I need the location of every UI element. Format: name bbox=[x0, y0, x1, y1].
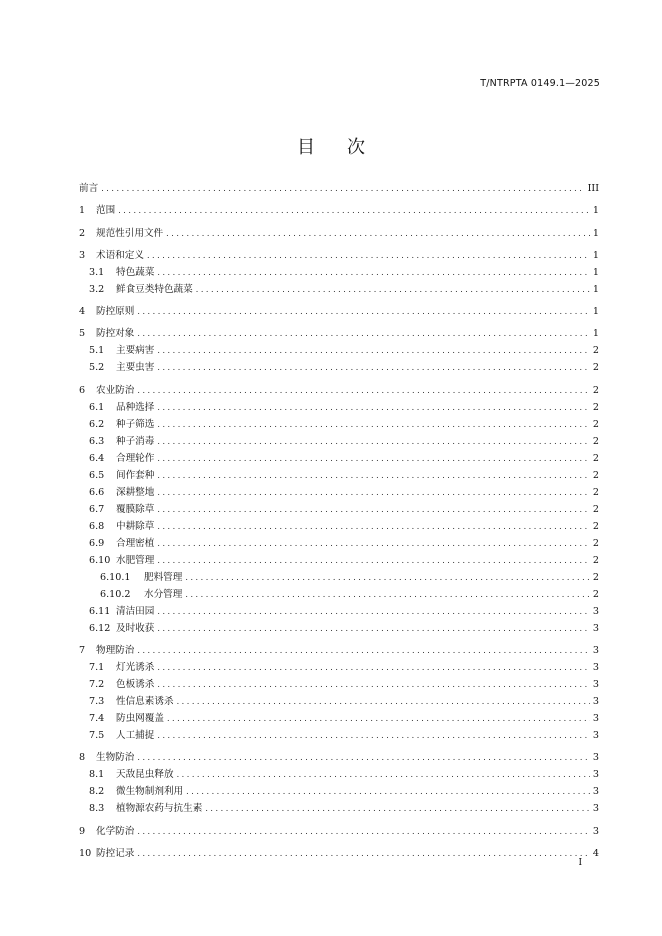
toc-entry-page: 1 bbox=[592, 266, 599, 278]
toc-entry-number: 6.10.1 bbox=[100, 571, 131, 583]
toc-entry-page: 2 bbox=[592, 384, 599, 396]
toc-leader-dots bbox=[186, 783, 590, 800]
toc-entry[interactable] bbox=[79, 180, 599, 197]
toc-entry[interactable] bbox=[79, 766, 599, 783]
toc-entry-label: 防控记录 bbox=[96, 847, 135, 859]
standard-code: T/NTRPTA 0149.1—2025 bbox=[480, 78, 600, 89]
toc-leader-dots bbox=[185, 569, 590, 586]
toc-entry[interactable] bbox=[79, 359, 599, 376]
toc-entry-page: 2 bbox=[592, 588, 599, 600]
toc-entry-number: 1 bbox=[79, 205, 86, 217]
toc-entry-label: 前言 bbox=[79, 183, 99, 194]
toc-entry-number: 3.1 bbox=[89, 266, 105, 278]
toc-leader-dots bbox=[137, 845, 590, 862]
toc-entry[interactable] bbox=[79, 484, 599, 501]
page-title: 目次 bbox=[297, 137, 397, 158]
toc-leader-dots bbox=[157, 535, 590, 552]
toc-entry[interactable] bbox=[79, 450, 599, 467]
toc-leader-dots bbox=[137, 823, 590, 840]
toc-leader-dots bbox=[157, 399, 590, 416]
toc-entry-page: 2 bbox=[592, 401, 599, 413]
toc-entry-number: 6.6 bbox=[89, 486, 105, 498]
toc-entry-label: 防虫网覆盖 bbox=[116, 713, 164, 725]
toc-leader-dots bbox=[137, 382, 590, 399]
toc-entry[interactable] bbox=[79, 783, 599, 800]
toc-entry-page: 1 bbox=[592, 205, 599, 217]
toc-entry-label: 种子消毒 bbox=[116, 435, 155, 447]
toc-entry-label: 合理轮作 bbox=[116, 452, 155, 464]
toc-entry-page: 2 bbox=[592, 418, 599, 430]
toc-entry-number: 6.1 bbox=[89, 401, 105, 413]
toc-leader-dots bbox=[157, 467, 590, 484]
toc-entry[interactable] bbox=[79, 710, 599, 727]
toc-entry[interactable] bbox=[79, 264, 599, 281]
toc-entry-number: 6.5 bbox=[89, 469, 105, 481]
toc-entry-page: 1 bbox=[592, 306, 599, 318]
toc-entry-number: 7.2 bbox=[89, 679, 105, 691]
toc-entry-page: 3 bbox=[592, 713, 599, 725]
toc-entry-label: 化学防治 bbox=[96, 825, 135, 837]
toc-entry-page: 3 bbox=[592, 679, 599, 691]
toc-entry[interactable] bbox=[79, 620, 599, 637]
toc-leader-dots bbox=[157, 659, 590, 676]
toc-entry[interactable] bbox=[79, 247, 599, 264]
toc-entry-label: 农业防治 bbox=[96, 384, 135, 396]
toc-leader-dots bbox=[157, 450, 590, 467]
toc-entry-number: 7.4 bbox=[89, 713, 105, 725]
toc-entry-label: 中耕除草 bbox=[116, 520, 155, 532]
toc-entry-page: 2 bbox=[592, 520, 599, 532]
toc-entry-label: 特色蔬菜 bbox=[116, 266, 155, 278]
toc-entry-number: 8.2 bbox=[89, 786, 105, 798]
toc-entry-number: 8.1 bbox=[89, 769, 105, 781]
toc-entry-label: 灯光诱杀 bbox=[116, 662, 155, 674]
toc-entry-page: 2 bbox=[592, 503, 599, 515]
toc-entry-label: 色板诱杀 bbox=[116, 679, 155, 691]
toc-entry-number: 6 bbox=[79, 384, 86, 396]
toc-entry[interactable] bbox=[79, 225, 599, 242]
toc-entry-label: 深耕整地 bbox=[116, 486, 155, 498]
table-of-contents bbox=[79, 180, 599, 862]
toc-entry-number: 6.9 bbox=[89, 537, 105, 549]
toc-entry-label: 防控原则 bbox=[96, 306, 135, 318]
toc-leader-dots bbox=[157, 727, 590, 744]
toc-leader-dots bbox=[157, 416, 590, 433]
toc-entry-label: 术语和定义 bbox=[96, 249, 144, 261]
toc-entry[interactable] bbox=[79, 727, 599, 744]
toc-entry-page: 3 bbox=[592, 662, 599, 674]
toc-leader-dots bbox=[157, 264, 590, 281]
toc-entry-number: 6.2 bbox=[89, 418, 105, 430]
toc-entry-label: 性信息素诱杀 bbox=[116, 696, 174, 708]
toc-entry[interactable] bbox=[79, 535, 599, 552]
toc-entry-page: 2 bbox=[592, 435, 599, 447]
toc-entry-label: 鲜食豆类特色蔬菜 bbox=[116, 283, 193, 295]
toc-entry-label: 人工捕捉 bbox=[116, 730, 155, 742]
toc-entry-label: 生物防治 bbox=[96, 752, 135, 764]
toc-entry-page: 3 bbox=[592, 825, 599, 837]
toc-entry[interactable] bbox=[79, 518, 599, 535]
toc-entry-page: 2 bbox=[592, 362, 599, 374]
toc-entry-label: 天敌昆虫释放 bbox=[116, 769, 174, 781]
toc-leader-dots bbox=[157, 518, 590, 535]
toc-leader-dots bbox=[177, 693, 590, 710]
toc-leader-dots bbox=[157, 484, 590, 501]
toc-leader-dots bbox=[137, 749, 590, 766]
toc-entry-page: 3 bbox=[592, 803, 599, 815]
toc-entry[interactable] bbox=[79, 603, 599, 620]
toc-leader-dots bbox=[177, 766, 590, 783]
toc-entry-page: 2 bbox=[592, 554, 599, 566]
toc-entry-page: 2 bbox=[592, 486, 599, 498]
toc-entry-number: 6.10.2 bbox=[100, 588, 131, 600]
toc-leader-dots bbox=[157, 359, 590, 376]
toc-entry-page: 1 bbox=[592, 227, 599, 239]
toc-entry-page: 3 bbox=[592, 696, 599, 708]
toc-entry-page: 3 bbox=[592, 605, 599, 617]
toc-entry[interactable] bbox=[79, 823, 599, 840]
toc-entry[interactable] bbox=[79, 749, 599, 766]
toc-entry-label: 范围 bbox=[96, 205, 116, 217]
toc-entry-number: 5 bbox=[79, 328, 86, 340]
toc-leader-dots bbox=[157, 433, 590, 450]
toc-entry-number: 6.11 bbox=[89, 605, 111, 617]
toc-entry-page: 3 bbox=[592, 752, 599, 764]
toc-leader-dots bbox=[185, 586, 590, 603]
toc-leader-dots bbox=[137, 303, 590, 320]
toc-entry[interactable] bbox=[79, 281, 599, 298]
toc-entry-number: 9 bbox=[79, 825, 86, 837]
toc-entry[interactable] bbox=[79, 382, 599, 399]
toc-entry-number: 5.2 bbox=[89, 362, 105, 374]
toc-entry-label: 防控对象 bbox=[96, 328, 135, 340]
toc-entry-number: 3 bbox=[79, 249, 86, 261]
toc-leader-dots bbox=[118, 202, 590, 219]
toc-entry-label: 规范性引用文件 bbox=[96, 227, 164, 239]
toc-entry-number: 10 bbox=[79, 847, 92, 859]
toc-entry[interactable] bbox=[79, 467, 599, 484]
toc-entry-number: 6.12 bbox=[89, 622, 111, 634]
toc-entry-page: 3 bbox=[592, 645, 599, 657]
toc-leader-dots bbox=[157, 342, 590, 359]
toc-entry[interactable] bbox=[79, 433, 599, 450]
toc-entry[interactable] bbox=[79, 416, 599, 433]
toc-entry-number: 6.4 bbox=[89, 452, 105, 464]
toc-entry-page: III bbox=[587, 183, 599, 194]
toc-entry-label: 植物源农药与抗生素 bbox=[116, 803, 203, 815]
toc-entry-label: 水肥管理 bbox=[116, 554, 155, 566]
toc-entry[interactable] bbox=[79, 676, 599, 693]
toc-entry[interactable] bbox=[79, 642, 599, 659]
toc-entry-number: 6.10 bbox=[89, 554, 111, 566]
toc-entry[interactable] bbox=[79, 845, 599, 862]
toc-leader-dots bbox=[166, 225, 590, 242]
toc-leader-dots bbox=[101, 180, 584, 197]
toc-entry-page: 3 bbox=[592, 622, 599, 634]
toc-entry[interactable] bbox=[79, 303, 599, 320]
toc-entry-label: 品种选择 bbox=[116, 401, 155, 413]
toc-entry[interactable] bbox=[79, 325, 599, 342]
toc-leader-dots bbox=[196, 281, 590, 298]
toc-entry-label: 主要病害 bbox=[116, 345, 155, 357]
toc-leader-dots bbox=[137, 325, 590, 342]
toc-leader-dots bbox=[167, 710, 590, 727]
toc-entry-page: 1 bbox=[592, 249, 599, 261]
toc-entry[interactable] bbox=[79, 552, 599, 569]
toc-entry-label: 物理防治 bbox=[96, 645, 135, 657]
toc-entry-number: 7.1 bbox=[89, 662, 105, 674]
toc-leader-dots bbox=[137, 642, 590, 659]
toc-entry-page: 2 bbox=[592, 469, 599, 481]
toc-entry[interactable] bbox=[79, 659, 599, 676]
toc-entry-page: 3 bbox=[592, 769, 599, 781]
toc-entry-page: 1 bbox=[592, 328, 599, 340]
toc-entry[interactable] bbox=[79, 342, 599, 359]
toc-leader-dots bbox=[157, 552, 590, 569]
toc-entry-number: 2 bbox=[79, 227, 86, 239]
toc-leader-dots bbox=[157, 620, 590, 637]
toc-leader-dots bbox=[147, 247, 590, 264]
toc-entry[interactable] bbox=[79, 693, 599, 710]
toc-entry-number: 6.3 bbox=[89, 435, 105, 447]
toc-entry-page: 2 bbox=[592, 571, 599, 583]
toc-entry-page: 4 bbox=[592, 847, 599, 859]
toc-entry-page: 3 bbox=[592, 730, 599, 742]
toc-leader-dots bbox=[157, 676, 590, 693]
toc-entry-number: 8.3 bbox=[89, 803, 105, 815]
toc-entry[interactable] bbox=[79, 399, 599, 416]
toc-entry-label: 及时收获 bbox=[116, 622, 155, 634]
page-number: I bbox=[578, 858, 582, 868]
toc-entry-number: 8 bbox=[79, 752, 86, 764]
toc-leader-dots bbox=[157, 603, 590, 620]
toc-leader-dots bbox=[157, 501, 590, 518]
toc-entry-number: 5.1 bbox=[89, 345, 105, 357]
toc-entry-number: 7.3 bbox=[89, 696, 105, 708]
toc-entry[interactable] bbox=[79, 501, 599, 518]
toc-entry-page: 1 bbox=[592, 283, 599, 295]
toc-entry[interactable] bbox=[79, 800, 599, 817]
toc-entry-number: 7 bbox=[79, 645, 86, 657]
toc-leader-dots bbox=[205, 800, 590, 817]
toc-entry-page: 2 bbox=[592, 537, 599, 549]
toc-entry-label: 清洁田园 bbox=[116, 605, 155, 617]
toc-entry-label: 种子筛选 bbox=[116, 418, 155, 430]
toc-entry-page: 2 bbox=[592, 452, 599, 464]
toc-entry-number: 6.8 bbox=[89, 520, 105, 532]
toc-entry[interactable] bbox=[79, 586, 599, 603]
toc-entry[interactable] bbox=[79, 569, 599, 586]
toc-entry-number: 4 bbox=[79, 306, 86, 318]
toc-entry-label: 水分管理 bbox=[144, 588, 183, 600]
toc-entry-label: 微生物制剂利用 bbox=[116, 786, 184, 798]
toc-entry-number: 3.2 bbox=[89, 283, 105, 295]
toc-entry-label: 覆膜除草 bbox=[116, 503, 155, 515]
toc-entry-label: 间作套种 bbox=[116, 469, 155, 481]
toc-entry-page: 2 bbox=[592, 345, 599, 357]
toc-entry-label: 主要虫害 bbox=[116, 362, 155, 374]
toc-entry-label: 肥料管理 bbox=[144, 571, 183, 583]
toc-entry-page: 3 bbox=[592, 786, 599, 798]
toc-entry[interactable] bbox=[79, 202, 599, 219]
toc-entry-number: 6.7 bbox=[89, 503, 105, 515]
toc-entry-number: 7.5 bbox=[89, 730, 105, 742]
toc-entry-label: 合理密植 bbox=[116, 537, 155, 549]
